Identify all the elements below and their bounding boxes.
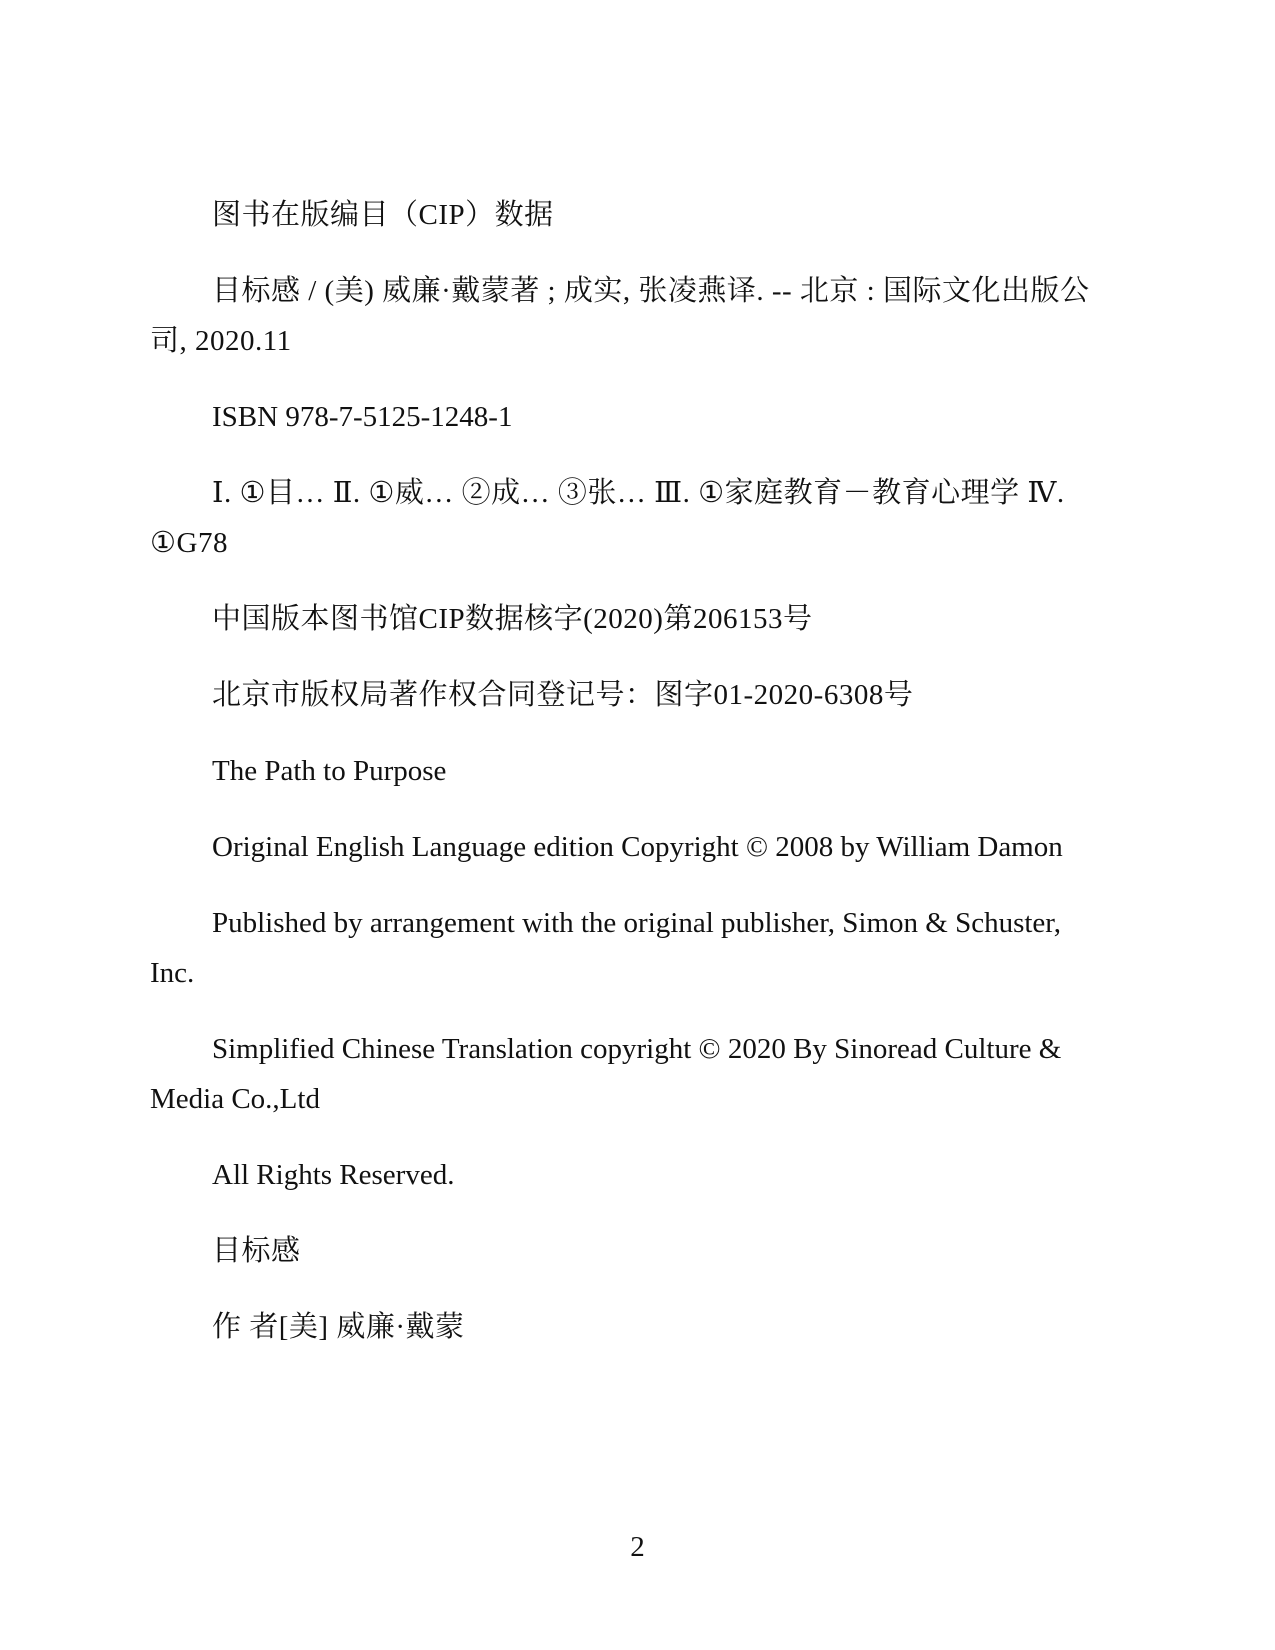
cip-verification-number: 中国版本图书馆CIP数据核字(2020)第206153号 bbox=[212, 603, 813, 635]
original-title: The Path to Purpose bbox=[212, 755, 447, 787]
isbn: ISBN 978-7-5125-1248-1 bbox=[212, 401, 513, 433]
page-number: 2 bbox=[630, 1531, 645, 1563]
publishing-arrangement: Published by arrangement with the original publisher, Simon & Schuster, Inc. bbox=[150, 907, 1062, 989]
classification: Ⅰ. ①目… Ⅱ. ①威… ②成… ③张… Ⅲ. ①家庭教育－教育心理学 Ⅳ. ①G78 bbox=[150, 477, 1065, 559]
translation-copyright: Simplified Chinese Translation copyright © 2020 By Sinoread Culture & Media Co.,Ltd bbox=[150, 1033, 1062, 1115]
page-body bbox=[150, 190, 1110, 1378]
rights-reserved: All Rights Reserved. bbox=[212, 1159, 455, 1191]
copyright-registration-number: 北京市版权局著作权合同登记号：图字01-2020-6308号 bbox=[212, 679, 914, 711]
book-title: 目标感 bbox=[212, 1235, 301, 1267]
cip-citation: 目标感 / (美) 威廉·戴蒙著 ; 成实, 张凌燕译. -- 北京 : 国际文化出版公司, 2020.11 bbox=[150, 275, 1090, 357]
author-line: 作 者[美] 威廉·戴蒙 bbox=[212, 1311, 465, 1343]
original-copyright: Original English Language edition Copyright © 2008 by William Damon bbox=[212, 831, 1063, 863]
cip-heading: 图书在版编目（CIP）数据 bbox=[212, 199, 554, 231]
